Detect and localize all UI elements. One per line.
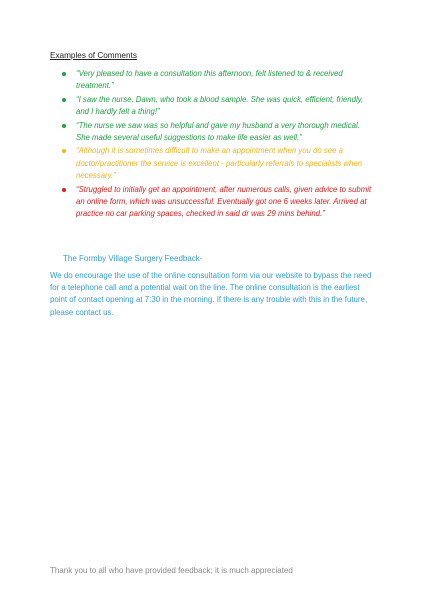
comment-text: “Very pleased to have a consultation this afternoon, felt listened to & received treatment.” [76,69,343,91]
comment-item [62,68,372,93]
comment-item [62,120,372,145]
comment-item [62,184,372,221]
bullet-icon [62,188,66,192]
comment-text: “The nurse we saw was so helpful and gave my husband a very thorough medical. She made several useful suggestions to make life easier as well.” [76,120,360,143]
bullet-icon [62,124,66,128]
comment-text: “Struggled to initially get an appointment, after numerous calls, given advice to submit an online form, which was unsuccessful. Eventually got one 6 weeks later. Arrived at practice no car parking spaces, checked in said dr was 29 mins behind.” [76,184,372,219]
thank-you-footer: Thank you to all who have provided feedback; it is much appreciated [50,566,293,575]
comment-item [62,145,372,182]
comment-text: “I saw the nurse, Dawn, who took a blood sample. She was quick, efficient, friendly, and I hardly felt a thing!” [76,94,364,117]
comment-item [62,94,372,119]
bullet-icon [62,72,66,76]
surgery-feedback-title: The Formby Village Surgery Feedback- [63,254,203,263]
bullet-icon [62,98,66,102]
comments-heading: Examples of Comments [50,51,137,60]
bullet-icon [62,149,66,153]
surgery-feedback-body: We do encourage the use of the online consultation form via our website to bypass the need for a telephone call and a potential wait on the line. The online consultation is the earliest point of contact opening at 7:30 in the morning. If there is any trouble with this in the future, please contact us. [50,271,372,317]
comment-text: “Although it is sometimes difficult to make an appointment when you do see a doctor/practitioner the service is excellent - particularly referrals to specialists when necessary.” [76,146,363,181]
comments-list [62,68,372,222]
